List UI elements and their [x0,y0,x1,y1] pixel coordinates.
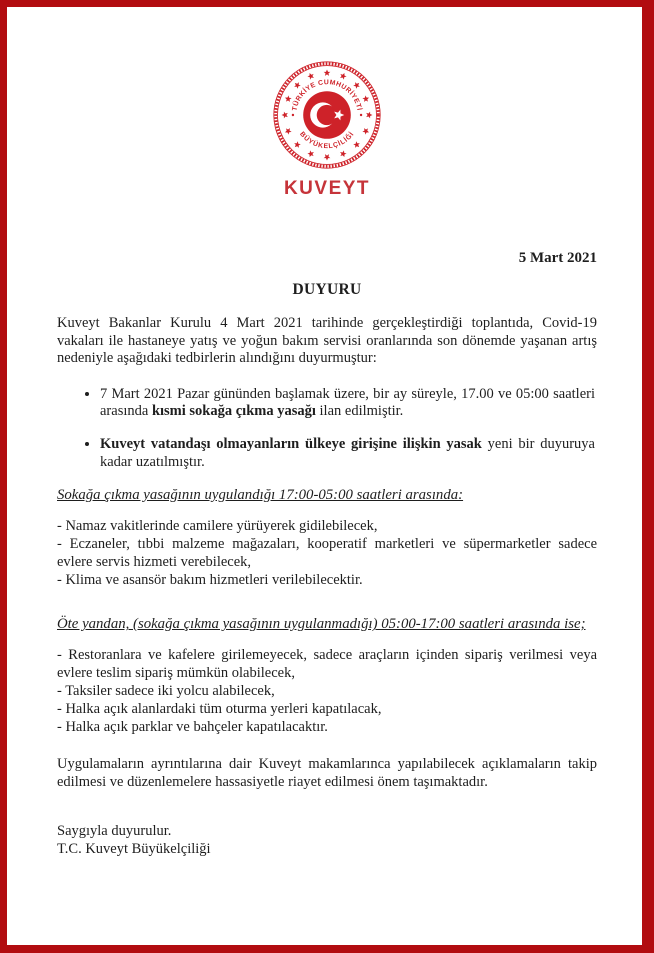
list-item: - Halka açık parklar ve bahçeler kapatılacaktır. [57,718,328,735]
bullet-item-entry-ban [100,436,597,471]
bullet-bold-text: kısmi sokağa çıkma yasağı [151,403,316,420]
document-title: DUYURU [292,281,362,298]
curfew-hours-heading: Sokağa çıkma yasağının uygulandığı 17:00-05:00 saatleri arasında: [57,487,464,504]
signoff-line: Saygıyla duyurulur. [57,822,172,839]
document-date: 5 Mart 2021 [518,250,597,266]
letterhead [57,59,597,200]
list-item: - Namaz vakitlerinde camilere yürüyerek gidilebilecek, [57,518,378,535]
bullet-text: 7 Mart 2021 Pazar gününden başlamak üzere, bir ay süreyle, 17.00 ve 05:00 saatleri arasında [100,385,595,420]
closing-paragraph: Uygulamaların ayrıntılarına dair Kuveyt makamlarınca yapılabilecek açıklamaların takip edilmesi ve düzenlemelere hassasiyetle riayet edilmesi önem taşımaktadır. [57,756,597,790]
list-item: - Taksiler sadece iki yolcu alabilecek, [57,682,275,699]
measures-bullet-list [57,386,597,471]
seal-arc-top-text: TÜRKİYE CUMHURİYETİ [291,79,363,112]
daytime-rules-list [57,647,597,736]
bullet-item-curfew [100,386,597,421]
embassy-seal-icon [271,59,383,171]
list-item: - Eczaneler, tıbbi malzeme mağazaları, kooperatif marketleri ve süpermarketler sadece evlere servis hizmeti verebilecek, [57,535,597,570]
curfew-rules-list [57,518,597,589]
intro-paragraph: Kuveyt Bakanlar Kurulu 4 Mart 2021 tarihinde gerçekleştirdiği toplantıda, Covid-19 vakaları ile hastaneye yatış ve yoğun bakım servisi oranlarında son dönemde yaşanan artış nedeniyle aşağıdaki tedbirlerin alındığını duyurmuştur: [57,315,597,367]
seal-arc-bottom-text: BÜYÜKELÇİLİĞİ [298,130,356,151]
mission-city-label: KUVEYT [283,178,371,199]
bullet-text: yeni bir duyuruya kadar uzatılmıştır. [100,435,595,470]
bullet-bold-text: Kuveyt vatandaşı olmayanların ülkeye girişine ilişkin yasak [100,435,482,452]
list-item: - Halka açık alanlardaki tüm oturma yerleri kapatılacak, [57,700,382,717]
bullet-text: ilan edilmiştir. [315,403,404,420]
list-item: - Klima ve asansör bakım hizmetleri verilebilecektir. [57,571,363,588]
daytime-hours-heading: Öte yandan, (sokağa çıkma yasağının uygulanmadığı) 05:00-17:00 saatleri arasında ise; [57,616,586,633]
crescent-star-icon [303,91,351,139]
signature-block [57,822,597,859]
signoff-org: T.C. Kuveyt Büyükelçiliği [57,841,211,858]
list-item: - Restoranlara ve kafelere girilemeyecek, sadece araçların içinden sipariş verilmesi veya evlere teslim sipariş mümkün olabilecek, [57,647,597,682]
document-content [7,7,642,859]
